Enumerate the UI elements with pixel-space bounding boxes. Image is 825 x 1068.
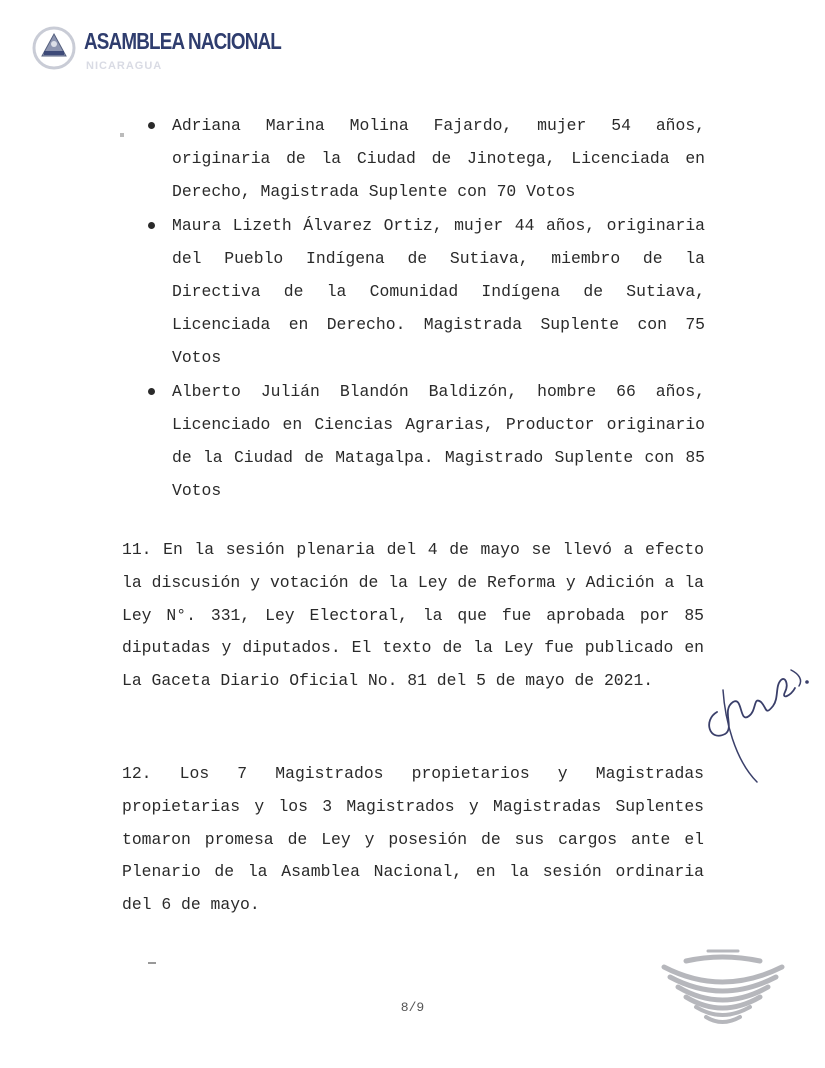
nicaragua-coat-of-arms-icon — [30, 24, 82, 72]
scan-speck — [120, 133, 124, 137]
paragraph-11: 11. En la sesión plenaria del 4 de mayo se llevó a efecto la discusión y votación de la Ley de Reforma y Adición a la Ley N°. 331, Ley Electoral, la que fue aprobada por 85 diputadas y diputados. El texto de la Ley fue publicado en La Gaceta Diario Oficial No. 81 del 5 de mayo de 2021. — [122, 540, 704, 691]
list-item — [140, 210, 705, 374]
list-item-text: Adriana Marina Molina Fajardo, mujer 54 años, originaria de la Ciudad de Jinotega, Licenciada en Derecho, Magistrada Suplente con 70 Votos — [172, 116, 705, 201]
list-item — [140, 376, 705, 507]
scan-speck — [148, 962, 156, 964]
page-number: 8/9 — [400, 1000, 425, 1015]
header-logo — [30, 22, 282, 82]
logo-subtitle: NICARAGUA — [86, 60, 163, 72]
paragraph-12: 12. Los 7 Magistrados propietarios y Magistradas propietarias y los 3 Magistrados y Magistradas Suplentes tomaron promesa de Ley y posesión de sus cargos ante el Plenario de la Asamblea Nacional, en la sesión ordinaria del 6 de mayo. — [122, 764, 704, 915]
logo-title: ASAMBLEA NACIONAL — [84, 28, 282, 54]
bullet-icon — [148, 388, 155, 395]
bullet-icon — [148, 222, 155, 229]
list-item-text: Maura Lizeth Álvarez Ortiz, mujer 44 años, originaria del Pueblo Indígena de Sutiava, miembro de la Directiva de la Comunidad Indígena de Sutiava, Licenciada en Derecho. Magistrada Suplente con 75 Votos — [172, 216, 705, 367]
candidate-list — [140, 110, 705, 510]
list-item-text: Alberto Julián Blandón Baldizón, hombre 66 años, Licenciado en Ciencias Agrarias, Productor originario de la Ciudad de Matagalpa. Magistrado Suplente con 85 Votos — [172, 382, 705, 500]
assembly-hemicycle-icon — [650, 945, 795, 1030]
bullet-icon — [148, 122, 155, 129]
list-item — [140, 110, 705, 208]
handwritten-signature — [695, 650, 815, 790]
